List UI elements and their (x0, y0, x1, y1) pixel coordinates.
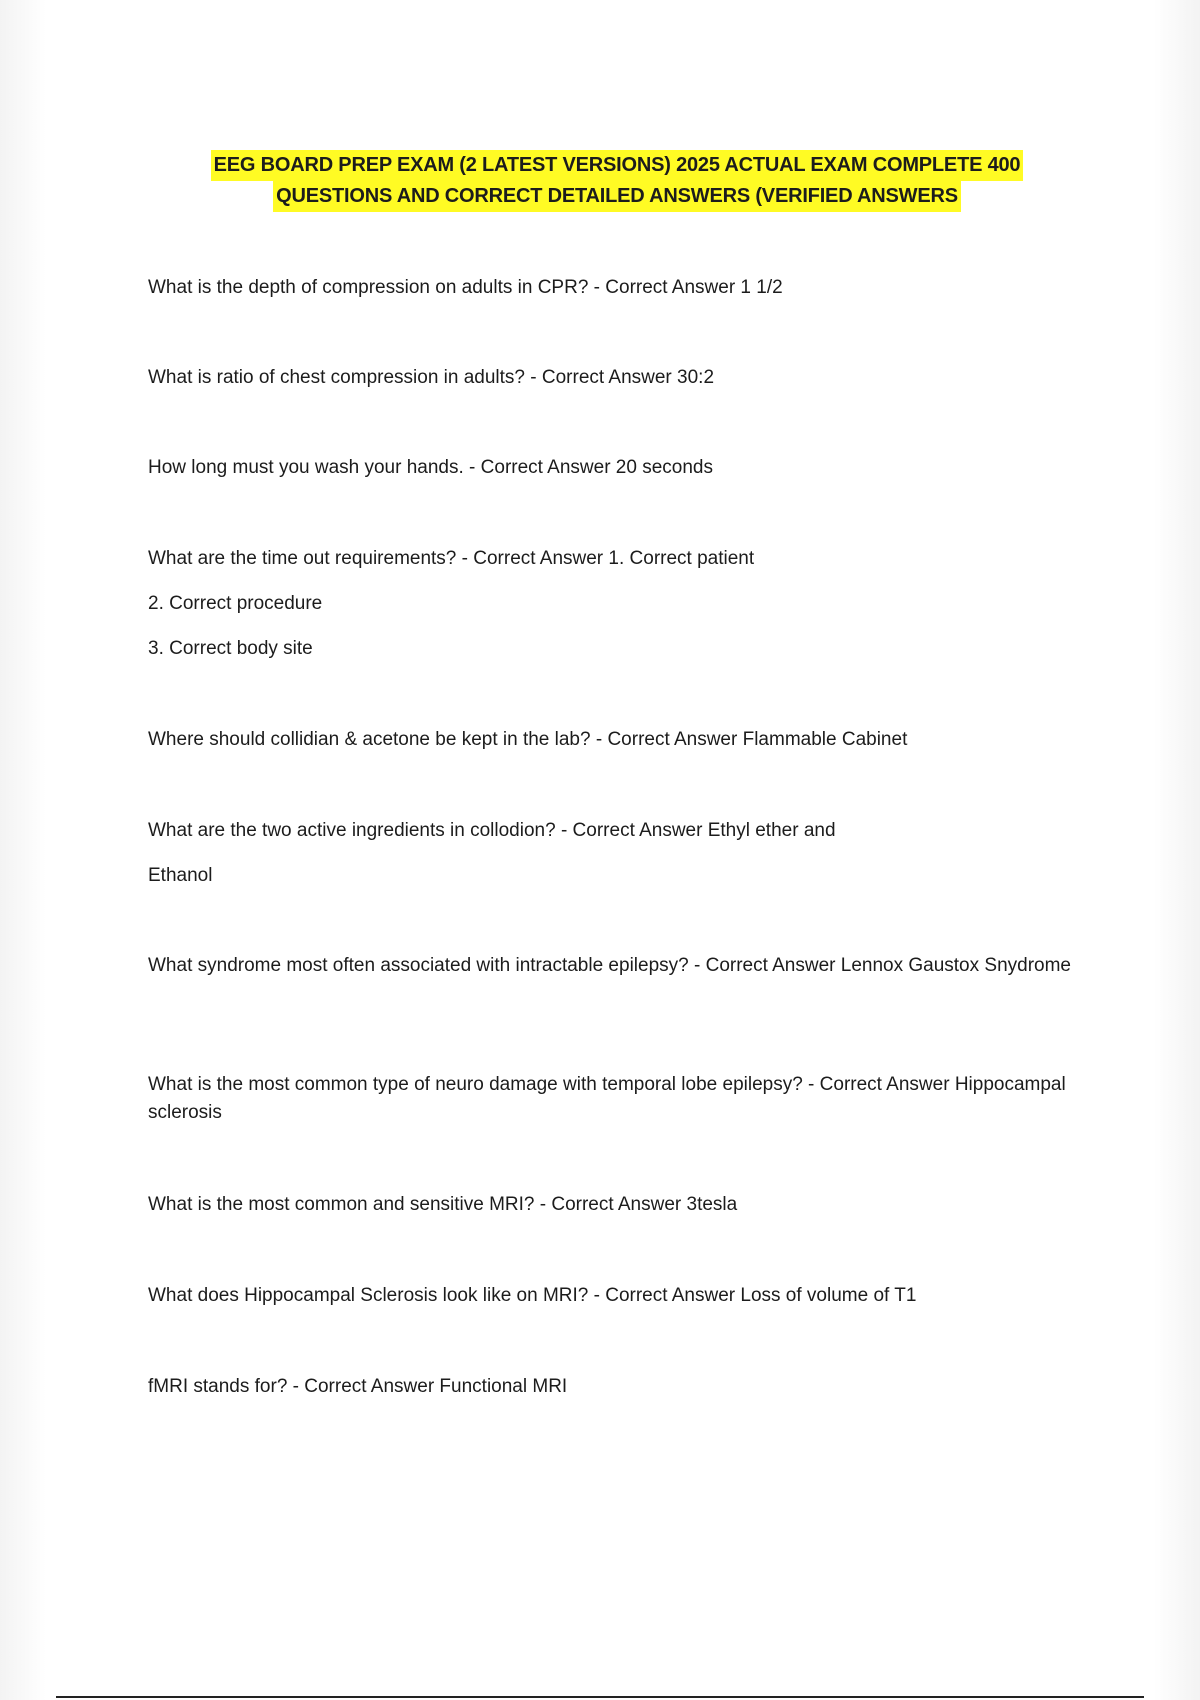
qa-continuation: Ethanol (148, 865, 213, 886)
qa-entry (148, 274, 1078, 302)
qa-text: What are the time out requirements? - Correct Answer 1. Correct patient (148, 548, 755, 569)
qa-text: What is the most common and sensitive MRI? - Correct Answer 3tesla (148, 1194, 738, 1215)
page-shadow-left (0, 0, 46, 1700)
qa-text: What syndrome most often associated with intractable epilepsy? - Correct Answer Lennox Gaustox Snydrome (148, 955, 1071, 976)
qa-text: How long must you wash your hands. - Correct Answer 20 seconds (148, 457, 713, 478)
document-title (0, 150, 1200, 212)
qa-entry (148, 545, 1078, 663)
qa-entry (148, 364, 1078, 392)
qa-entry (148, 817, 1078, 890)
qa-text: What is ratio of chest compression in adults? - Correct Answer 30:2 (148, 367, 715, 388)
qa-text: What is the most common type of neuro damage with temporal lobe epilepsy? - Correct Answer Hippocampal sclerosis (148, 1074, 1066, 1123)
qa-entry (148, 726, 1078, 754)
qa-entry (148, 1282, 1078, 1310)
qa-text: fMRI stands for? - Correct Answer Functional MRI (148, 1376, 568, 1397)
qa-entry (148, 1071, 1078, 1127)
qa-entry (148, 1191, 1078, 1219)
qa-continuation: 2. Correct procedure (148, 593, 323, 614)
qa-text: What are the two active ingredients in collodion? - Correct Answer Ethyl ether and (148, 820, 836, 841)
qa-text: What is the depth of compression on adults in CPR? - Correct Answer 1 1/2 (148, 277, 783, 298)
page-shadow-right (1154, 0, 1200, 1700)
qa-entry (148, 952, 1078, 980)
qa-text: What does Hippocampal Sclerosis look like on MRI? - Correct Answer Loss of volume of T1 (148, 1285, 917, 1306)
qa-entry (148, 1373, 1078, 1401)
title-line: EEG BOARD PREP EXAM (2 LATEST VERSIONS) 2025 ACTUAL EXAM COMPLETE 400 (211, 150, 1024, 181)
bottom-rule (56, 1696, 1144, 1698)
qa-continuation: 3. Correct body site (148, 638, 313, 659)
qa-entry (148, 454, 1078, 482)
title-line: QUESTIONS AND CORRECT DETAILED ANSWERS (VERIFIED ANSWERS (273, 181, 961, 212)
qa-text: Where should collidian & acetone be kept in the lab? - Correct Answer Flammable Cabinet (148, 729, 908, 750)
